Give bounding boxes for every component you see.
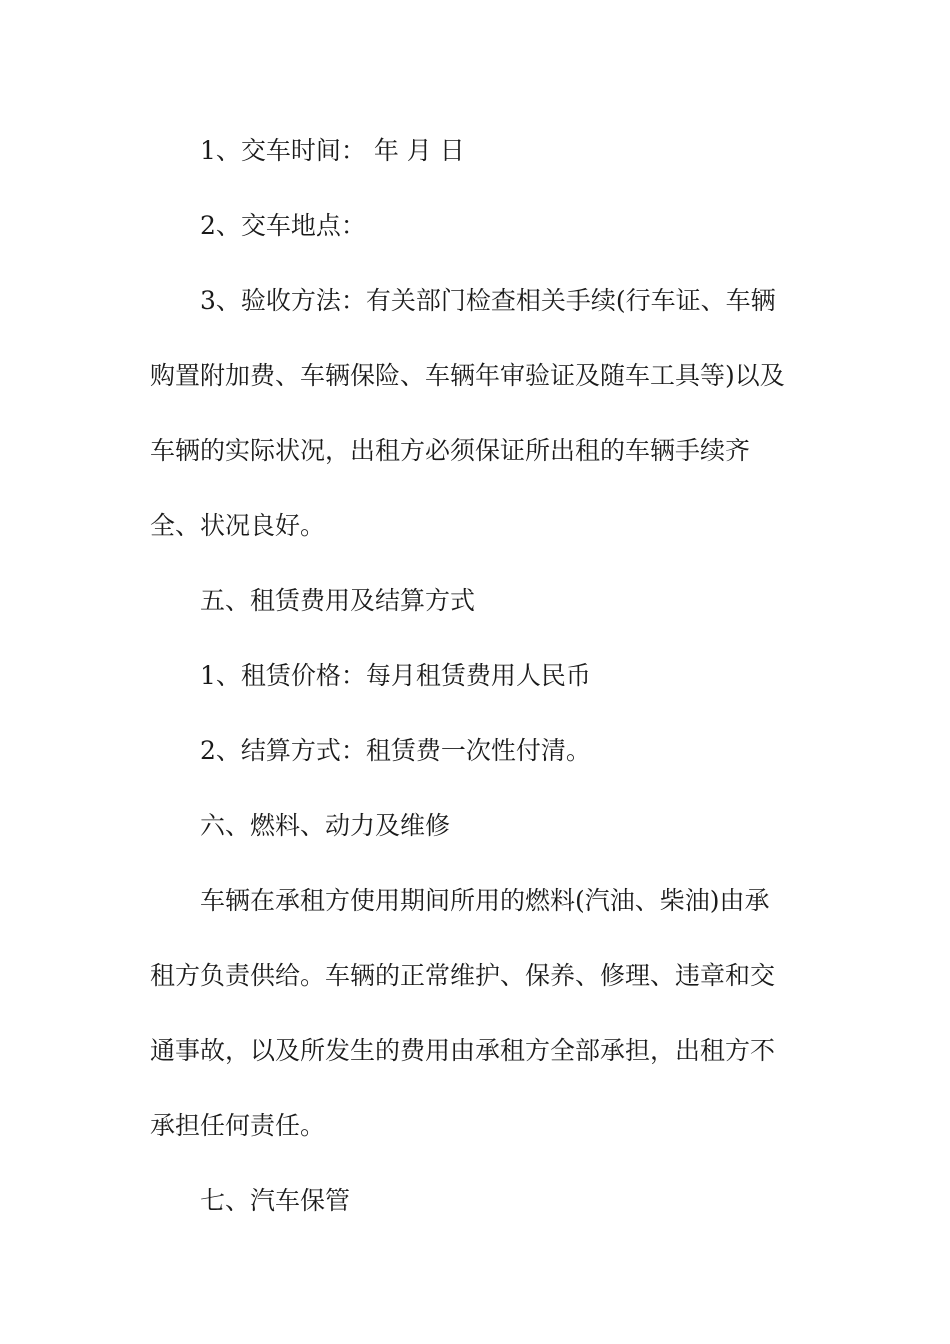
fuel-paragraph-line-4: 承担任何责任。	[150, 1111, 326, 1140]
acceptance-method-line-2: 购置附加费、车辆保险、车辆年审验证及随车工具等)以及	[150, 361, 785, 390]
fuel-paragraph-line-2: 租方负责供给。车辆的正常维护、保养、修理、违章和交	[150, 961, 776, 990]
delivery-time-line: 1、交车时间： 年 月 日	[200, 136, 465, 165]
acceptance-method-line-3: 车辆的实际状况，出租方必须保证所出租的车辆手续齐	[150, 436, 751, 465]
settlement-method-line: 2、结算方式：租赁费一次性付清。	[200, 736, 591, 765]
fuel-paragraph-line-1: 车辆在承租方使用期间所用的燃料(汽油、柴油)由承	[200, 886, 770, 915]
section-6-heading: 六、燃料、动力及维修	[200, 811, 451, 840]
rental-price-line: 1、租赁价格：每月租赁费用人民币	[200, 661, 591, 690]
section-7-heading: 七、汽车保管	[200, 1186, 351, 1215]
section-5-heading: 五、租赁费用及结算方式	[200, 586, 476, 615]
acceptance-method-line-4: 全、状况良好。	[150, 511, 326, 540]
delivery-location-line: 2、交车地点：	[200, 211, 366, 240]
acceptance-method-line-1: 3、验收方法：有关部门检查相关手续(行车证、车辆	[200, 286, 776, 315]
fuel-paragraph-line-3: 通事故，以及所发生的费用由承租方全部承担，出租方不	[150, 1036, 776, 1065]
